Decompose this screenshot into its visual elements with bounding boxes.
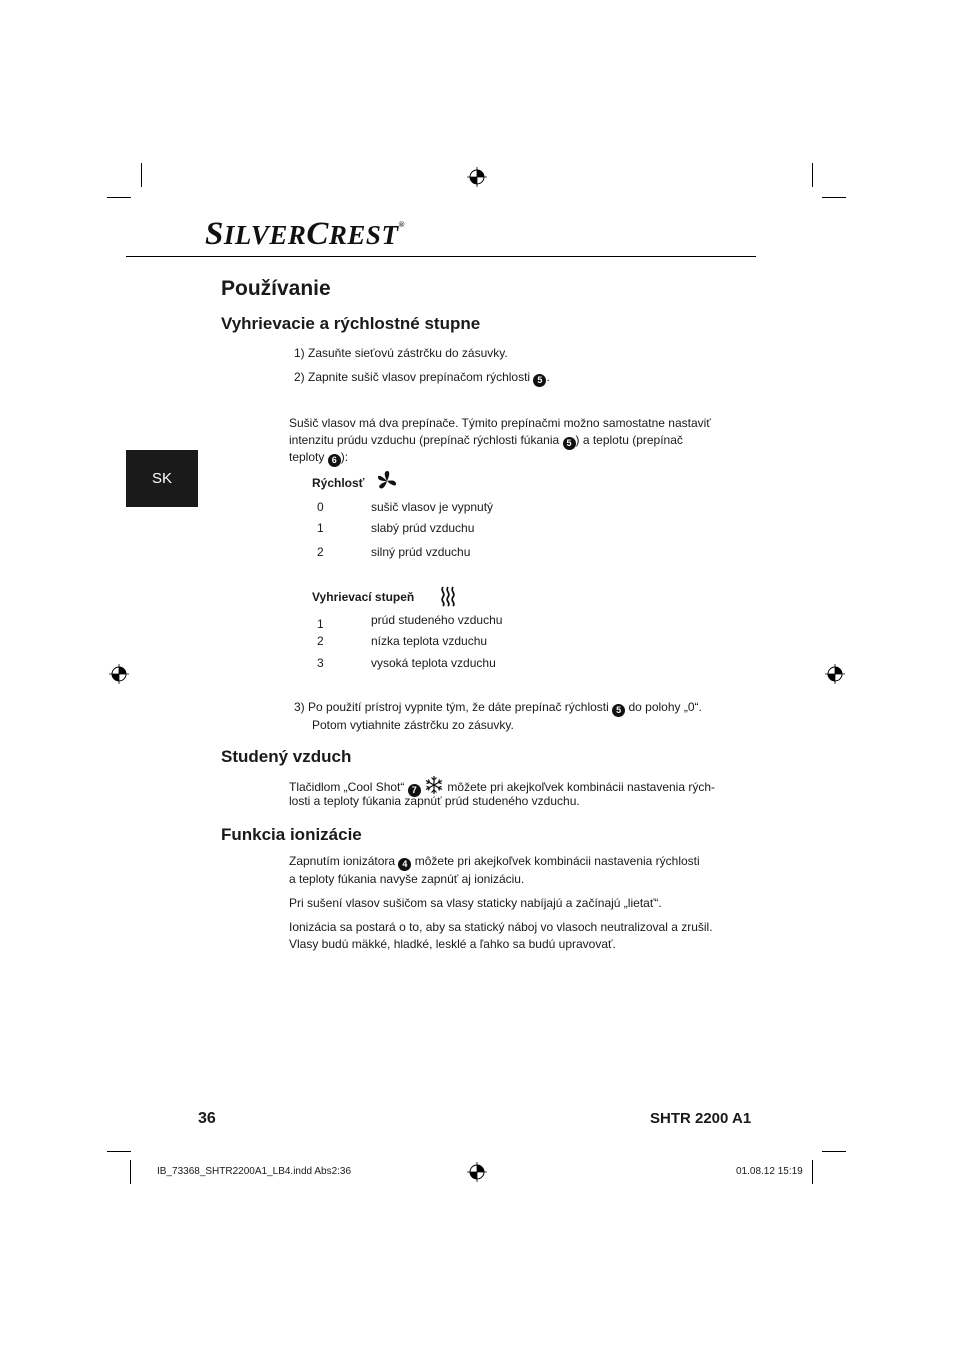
- cool-air-line-2: losti a teploty fúkania zapnúť prúd studeného vzduchu.: [289, 794, 580, 808]
- header-rule: [126, 256, 756, 257]
- crop-mark: [822, 197, 846, 198]
- section-heading-cool-air: Studený vzduch: [221, 747, 352, 766]
- callout-number: 4: [398, 858, 411, 871]
- language-tab: [126, 450, 198, 507]
- intro-text: ) a teplotu (prepínač: [575, 433, 683, 447]
- snowflake-icon: [424, 775, 444, 795]
- step-3-text: 3) Po použití prístroj vypnite tým, že dáte prepínač rýchlosti: [294, 700, 613, 714]
- crop-mark: [141, 163, 142, 187]
- brand-logo-letter: S: [205, 216, 224, 252]
- registration-mark-icon: [109, 664, 129, 684]
- page-title: Používanie: [221, 277, 331, 300]
- section-heading-heat-speed: Vyhrievacie a rýchlostné stupne: [221, 314, 481, 333]
- step-1: 1) Zasuňte sieťovú zástrčku do zásuvky.: [294, 346, 508, 360]
- cool-air-text: môžete pri akejkoľvek kombinácii nastavenia rých-: [444, 780, 716, 794]
- cool-air-text: Tlačidlom „Cool Shot“: [289, 780, 408, 794]
- intro-text: ):: [340, 450, 349, 464]
- ionization-line-2: a teploty fúkania navyše zapnúť aj ionizáciu.: [289, 872, 525, 886]
- intro-line-3: [289, 449, 348, 467]
- ionization-para-3-line-1: Ionizácia sa postará o to, aby sa statický náboj vo vlasoch neutralizoval a zrušil.: [289, 920, 713, 934]
- model-name: SHTR 2200 A1: [650, 1110, 752, 1127]
- heat-description: nízka teplota vzduchu: [371, 634, 488, 648]
- brand-logo-part: REST: [328, 220, 399, 250]
- print-date-time: 01.08.12 15:19: [736, 1166, 803, 1177]
- step-3-text: do polohy „0“.: [625, 700, 702, 714]
- step-2-text: 2) Zapnite sušič vlasov prepínačom rýchlosti: [294, 370, 534, 384]
- registration-mark-icon: [825, 664, 845, 684]
- heat-level: 3: [317, 656, 324, 670]
- speed-level: 2: [317, 545, 324, 559]
- intro-line-1: Sušič vlasov má dva prepínače. Týmito prepínačmi možno samostatne nastaviť: [289, 416, 711, 430]
- step-3: [294, 699, 702, 717]
- callout-number: 5: [563, 437, 576, 450]
- heat-description: vysoká teplota vzduchu: [371, 656, 496, 670]
- ionization-para-2: Pri sušení vlasov sušičom sa vlasy staticky nabíjajú a začínajú „lietať“.: [289, 896, 662, 910]
- crop-mark: [107, 197, 131, 198]
- heat-waves-icon: [439, 585, 457, 607]
- step-2: [294, 369, 550, 387]
- crop-mark: [812, 163, 813, 187]
- callout-number: 5: [612, 704, 625, 717]
- crop-mark: [822, 1151, 846, 1152]
- callout-number: 7: [408, 784, 421, 797]
- step-2-end: .: [546, 370, 550, 384]
- crop-mark: [107, 1151, 131, 1152]
- ionization-text: môžete pri akejkoľvek kombinácii nastavenia rýchlosti: [411, 854, 700, 868]
- crop-mark: [812, 1160, 813, 1184]
- ionization-text: Zapnutím ionizátora: [289, 854, 399, 868]
- intro-text: teploty: [289, 450, 328, 464]
- callout-number: 5: [533, 374, 546, 387]
- file-info: IB_73368_SHTR2200A1_LB4.indd Abs2:36: [157, 1166, 352, 1177]
- speed-level: 0: [317, 500, 324, 514]
- page-number: 36: [198, 1110, 216, 1127]
- step-3-line-2: Potom vytiahnite zástrčku zo zásuvky.: [312, 718, 514, 732]
- ionization-para-3-line-2: Vlasy budú mäkké, hladké, lesklé a ľahko sa budú upravovať.: [289, 937, 616, 951]
- heat-level: 2: [317, 634, 324, 648]
- section-heading-ionization: Funkcia ionizácie: [221, 825, 362, 844]
- brand-logo: [205, 216, 405, 253]
- speed-label: Rýchlosť: [312, 476, 365, 490]
- speed-description: slabý prúd vzduchu: [371, 521, 475, 535]
- speed-description: sušič vlasov je vypnutý: [371, 500, 494, 514]
- intro-line-2: [289, 432, 683, 450]
- intro-text: intenzitu prúdu vzduchu (prepínač rýchlosti fúkania: [289, 433, 563, 447]
- speed-level: 1: [317, 521, 324, 535]
- brand-logo-part: ILVER: [223, 220, 307, 250]
- speed-description: silný prúd vzduchu: [371, 545, 471, 559]
- registration-mark-icon: [467, 1162, 487, 1182]
- ionization-line-1: [289, 853, 700, 871]
- fan-icon: [375, 469, 399, 493]
- callout-number: 6: [328, 454, 341, 467]
- heat-level: 1: [317, 617, 324, 631]
- registration-mark-icon: [467, 167, 487, 187]
- heat-label: Vyhrievací stupeň: [312, 590, 415, 604]
- registered-mark: ®: [398, 220, 405, 229]
- crop-mark: [130, 1160, 131, 1184]
- brand-logo-letter: C: [306, 216, 329, 252]
- heat-description: prúd studeného vzduchu: [371, 613, 503, 627]
- language-tab-label: SK: [151, 470, 172, 487]
